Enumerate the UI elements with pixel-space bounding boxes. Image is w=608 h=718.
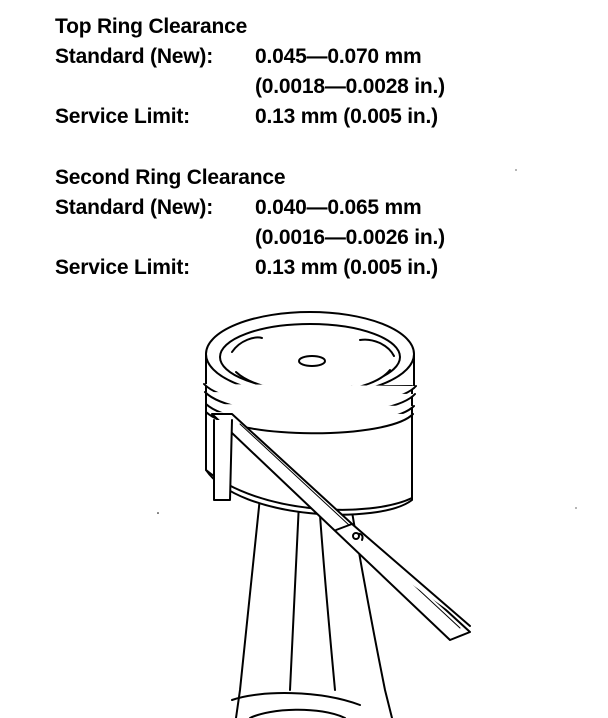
second-ring-standard-in: (0.0016—0.0026 in.) — [255, 226, 445, 249]
top-ring-standard-in: (0.0018—0.0028 in.) — [255, 75, 445, 98]
second-ring-limit-value: 0.13 mm (0.005 in.) — [255, 256, 438, 279]
top-ring-title: Top Ring Clearance — [55, 15, 248, 38]
top-ring-limit-label: Service Limit: — [55, 105, 190, 128]
second-ring-limit-label: Service Limit: — [55, 256, 190, 279]
second-ring-standard-mm: 0.040—0.065 mm — [255, 196, 422, 219]
second-ring-standard-label: Standard (New): — [55, 196, 214, 219]
top-ring-limit-value: 0.13 mm (0.005 in.) — [255, 105, 438, 128]
top-ring-standard-mm: 0.045—0.070 mm — [255, 45, 422, 68]
top-ring-standard-label: Standard (New): — [55, 45, 214, 68]
second-ring-title: Second Ring Clearance — [55, 166, 286, 189]
